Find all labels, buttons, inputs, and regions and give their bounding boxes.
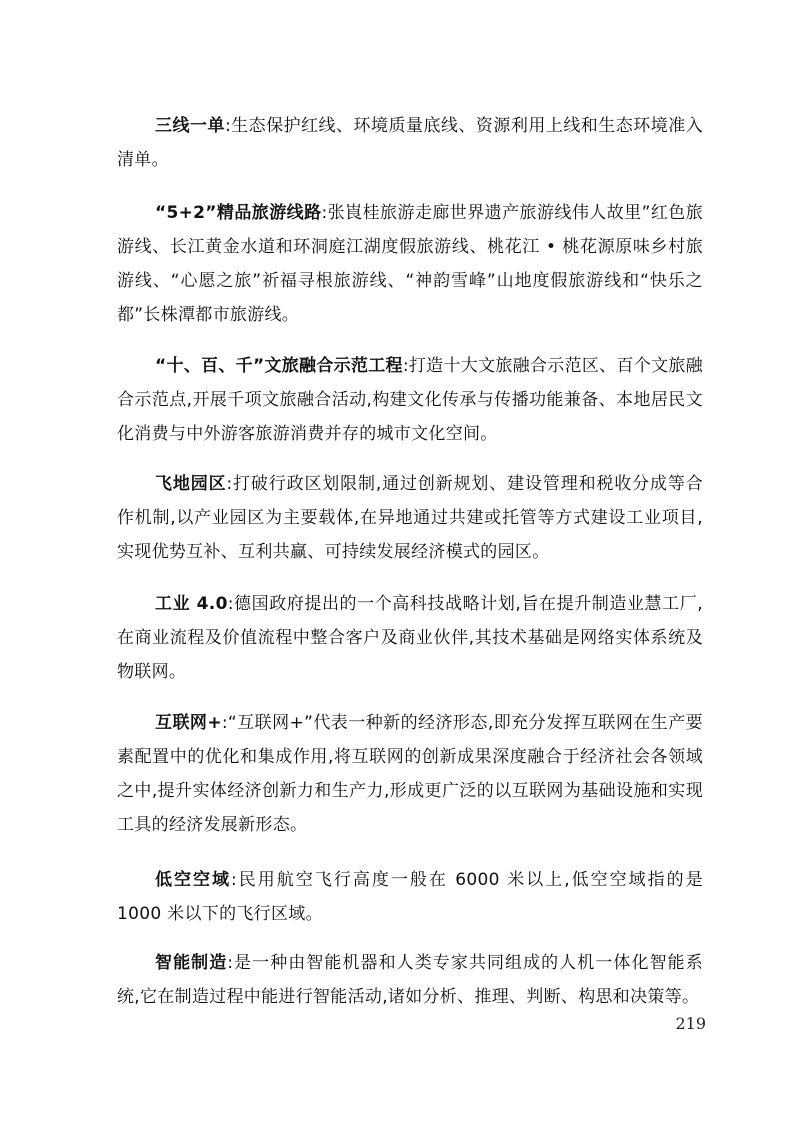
glossary-definition: :德国政府提出的一个高科技战略计划,旨在提升制造业慧工厂,在商业流程及价值流程中整合客户及商业伙伴,其技术基础是网络实体系统及物联网。 — [117, 594, 703, 682]
glossary-entry-industry-4 — [117, 587, 703, 689]
glossary-definition: :是一种由智能机器和人类专家共同组成的人机一体化智能系统,它在制造过程中能进行智能活动,诸如分析、推理、判断、构思和决策等。 — [117, 953, 703, 1007]
glossary-entry-smart-manufacturing — [117, 946, 703, 1014]
glossary-term: 低空空域 — [155, 870, 232, 890]
glossary-definition: :打造十大文旅融合示范区、百个文旅融合示范点,开展千项文旅融合活动,构建文化传承与传播功能兼备、本地居民文化消费与中外游客旅游消费并存的城市文化空间。 — [117, 356, 703, 444]
glossary-definition: :生态保护红线、环境质量底线、资源利用上线和生态环境准入清单。 — [117, 116, 703, 170]
glossary-entry-low-altitude — [117, 863, 703, 931]
glossary-definition: :民用航空飞行高度一般在 6000 米以上,低空空域指的是 1000 米以下的飞行区域。 — [117, 870, 703, 924]
glossary-term: “十、百、千”文旅融合示范工程 — [155, 356, 403, 376]
glossary-definition: :“互联网+”代表一种新的经济形态,即充分发挥互联网在生产要素配置中的优化和集成作用,将互联网的创新成果深度融合于经济社会各领域之中,提升实体经济创新力和生产力,形成更广泛的以互联网为基础设施和实现工具的经济发展新形态。 — [117, 713, 703, 835]
glossary-entry-culture-tourism-demo — [117, 349, 703, 451]
glossary-entry-enclave-park — [117, 467, 703, 569]
glossary-entry-sanxian-yidan — [117, 109, 703, 177]
glossary-term: “5+2”精品旅游线路 — [155, 203, 322, 223]
page-number: 219 — [675, 1014, 706, 1033]
glossary-entry-internet-plus — [117, 706, 703, 842]
glossary-definition: :张崀桂旅游走廊世界遗产旅游线伟人故里”红色旅游线、长江黄金水道和环洞庭江湖度假旅游线、桃花江 • 桃花源原味乡村旅游线、“心愿之旅”祈福寻根旅游线、“神韵雪峰”山地度假旅游线和“快乐之都”长株潭都市旅游线。 — [117, 203, 704, 325]
glossary-term: 三线一单 — [155, 116, 225, 136]
glossary-entry-tourism-routes — [117, 196, 703, 332]
glossary-definition: :打破行政区划限制,通过创新规划、建设管理和税收分成等合作机制,以产业园区为主要载体,在异地通过共建或托管等方式建设工业项目,实现优势互补、互利共赢、可持续发展经济模式的园区。 — [117, 474, 704, 562]
glossary-term: 互联网+ — [155, 713, 222, 733]
glossary-term: 工业 4.0 — [155, 594, 228, 614]
glossary-term: 智能制造 — [155, 953, 228, 973]
glossary-term: 飞地园区 — [155, 474, 227, 494]
